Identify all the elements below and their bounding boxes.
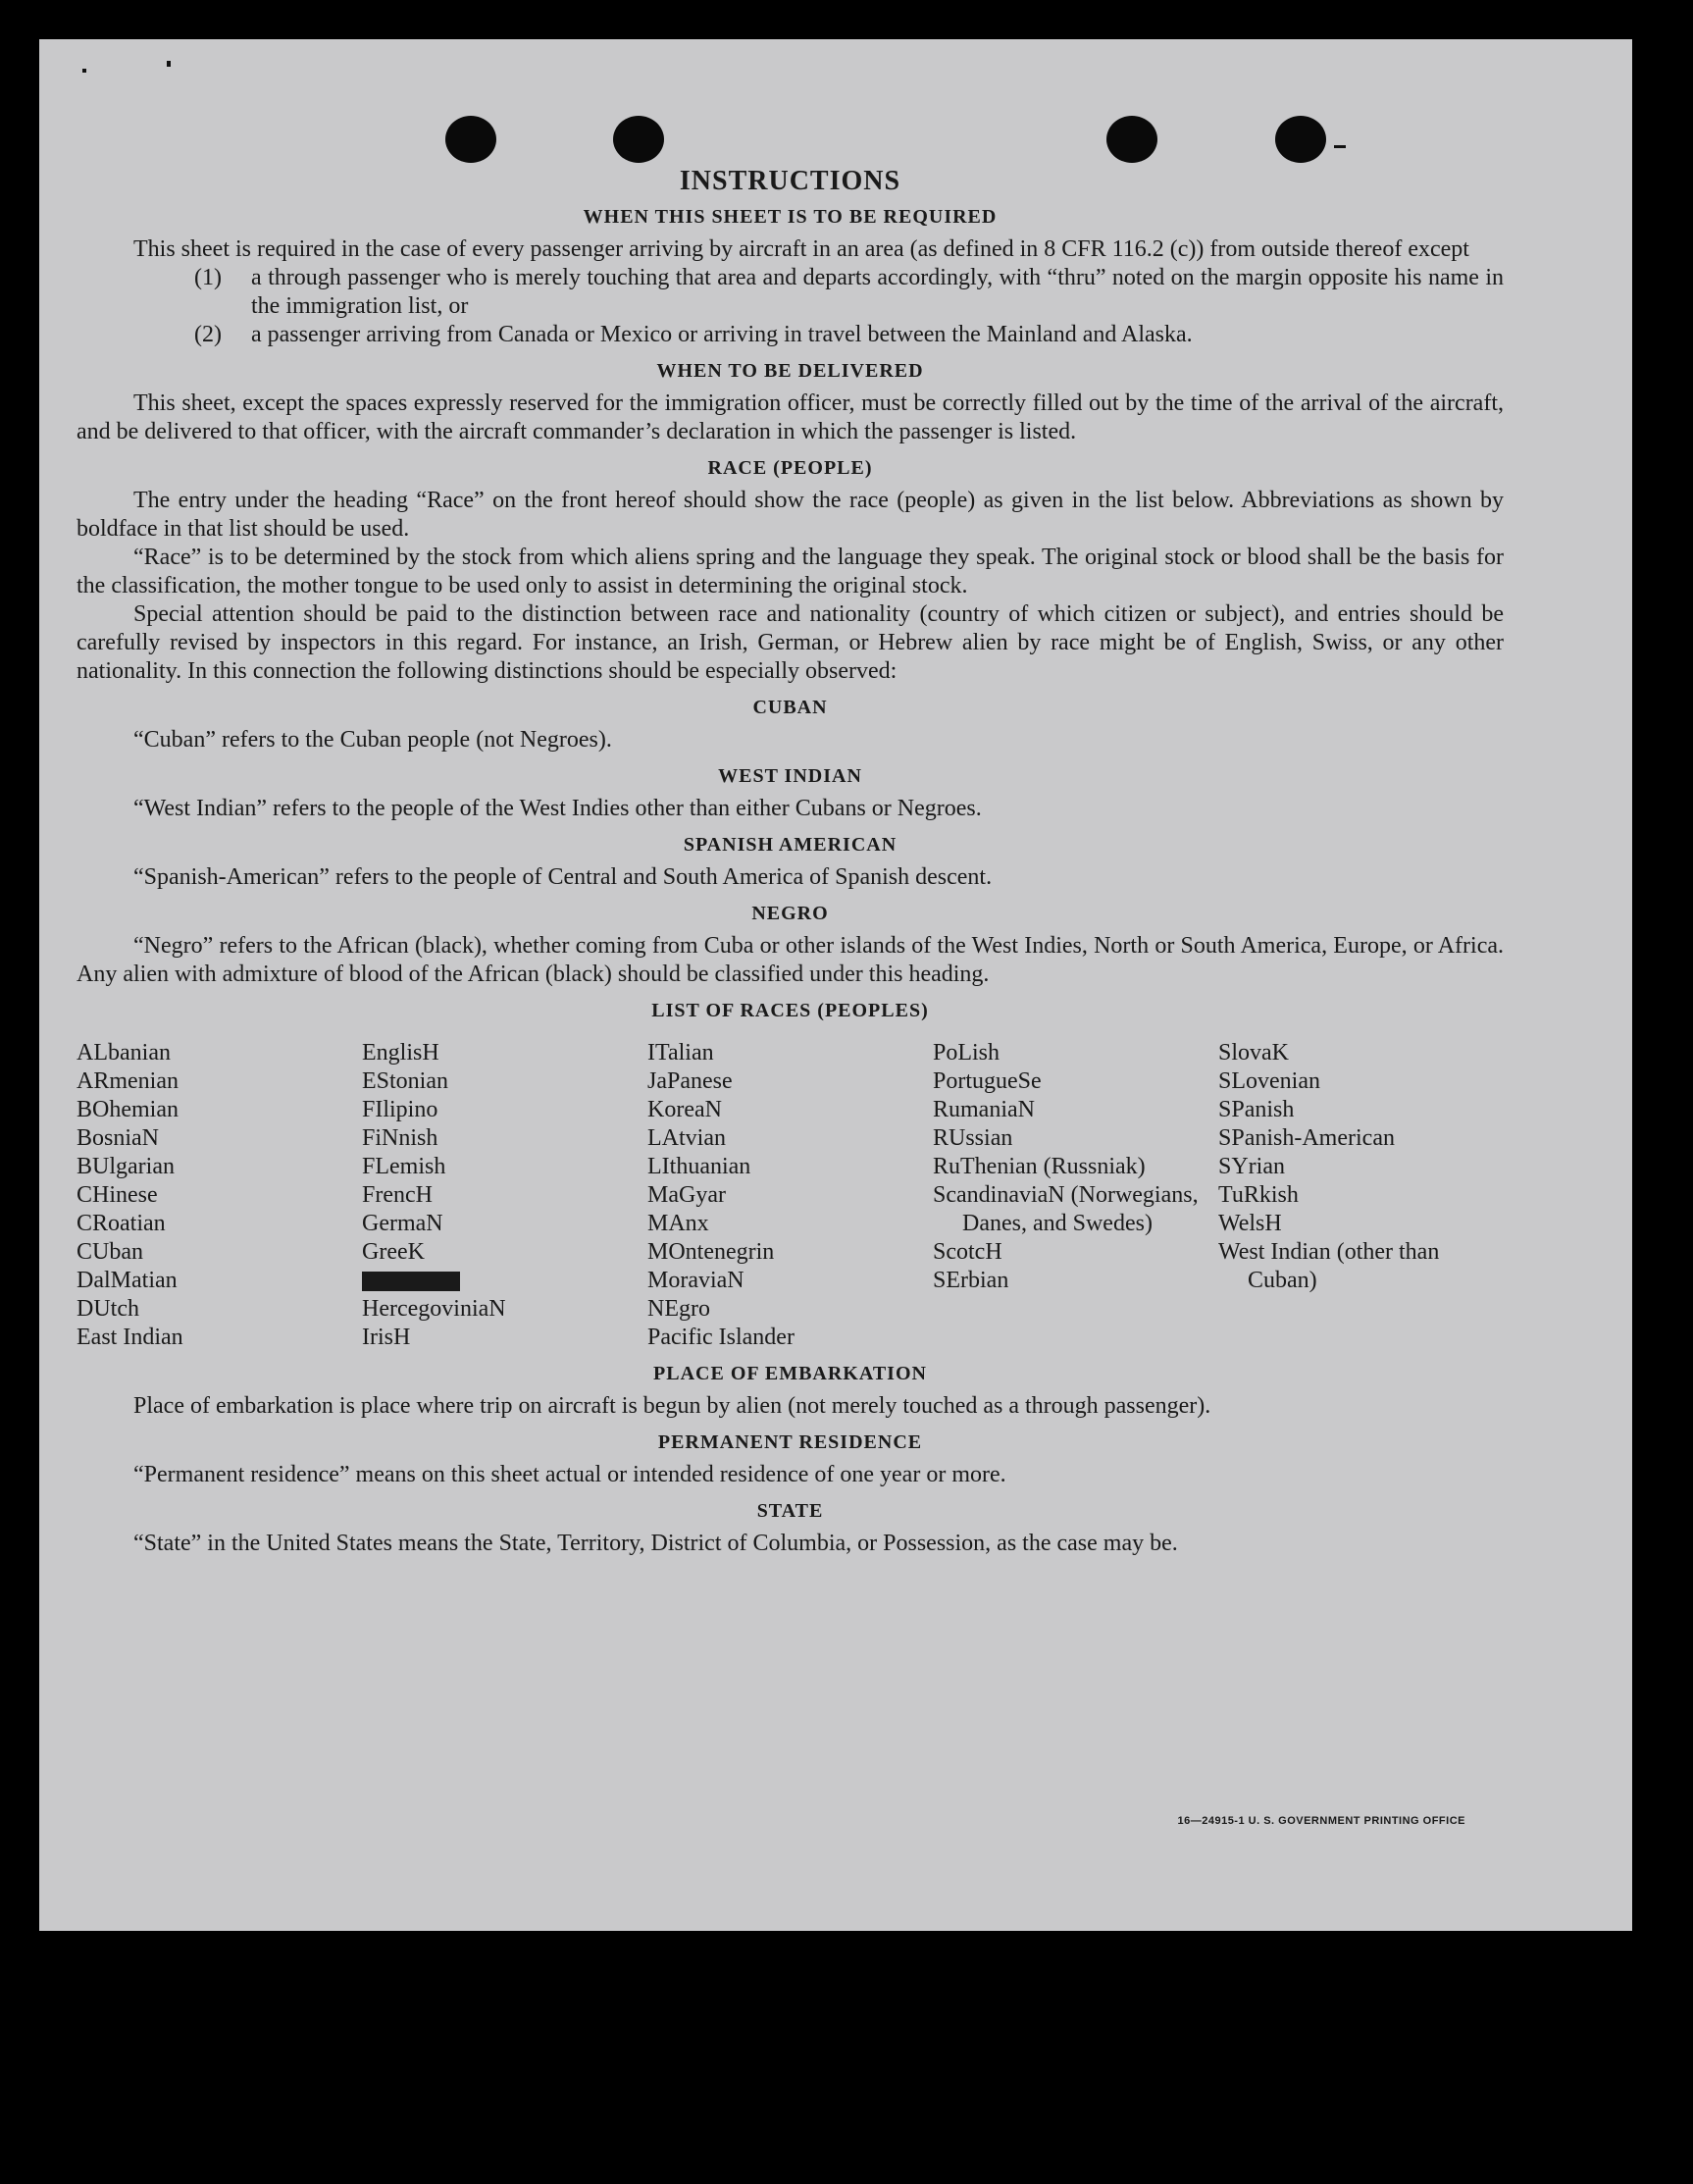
race-entry: FiNnish xyxy=(362,1125,438,1151)
race-column xyxy=(933,1039,1218,1352)
item-number: (1) xyxy=(194,265,222,290)
race-entry: TuRkish xyxy=(1218,1182,1299,1208)
race-entry: MAnx xyxy=(647,1211,709,1236)
race-column xyxy=(362,1039,647,1352)
paragraph: Place of embarkation is place where trip on aircraft is begun by alien (not merely touched as a through passenger). xyxy=(133,1393,1211,1419)
print-code: 16—24915-1 U. S. GOVERNMENT PRINTING OFFICE xyxy=(1177,1815,1465,1827)
ink-speck xyxy=(167,61,171,67)
race-entry: MoraviaN xyxy=(647,1268,744,1293)
punch-hole xyxy=(613,116,664,163)
race-entry: IrisH xyxy=(362,1325,411,1350)
section-heading: LIST OF RACES (PEOPLES) xyxy=(651,1000,929,1021)
race-entry: DUtch xyxy=(77,1296,139,1322)
section-heading: WHEN TO BE DELIVERED xyxy=(656,360,924,382)
page-title: INSTRUCTIONS xyxy=(679,166,901,196)
race-entry: EStonian xyxy=(362,1068,448,1094)
race-entry: HercegoviniaN xyxy=(362,1296,506,1322)
race-entry: ARmenian xyxy=(77,1068,179,1094)
paragraph: This sheet, except the spaces expressly reserved for the immigration officer, must be correctly filled out by the time of the arrival of the aircraft, and be delivered to that officer, with the aircraft commander’s declaration in which the passenger is listed. xyxy=(77,390,1504,444)
race-entry: East Indian xyxy=(77,1325,183,1350)
race-column xyxy=(1218,1039,1504,1352)
section-heading: RACE (PEOPLE) xyxy=(707,457,873,479)
race-entry: CUban xyxy=(77,1239,143,1265)
race-entry: SErbian xyxy=(933,1268,1009,1293)
list-item xyxy=(77,321,1504,349)
section-heading: PLACE OF EMBARKATION xyxy=(653,1363,927,1384)
race-entry: SYrian xyxy=(1218,1154,1285,1179)
race-entry: ScotcH xyxy=(933,1239,1002,1265)
race-entry: West Indian (other than Cuban) xyxy=(1218,1239,1440,1293)
race-entry: JaPanese xyxy=(647,1068,733,1094)
race-entry: LAtvian xyxy=(647,1125,726,1151)
section-heading: STATE xyxy=(756,1500,824,1522)
race-entry: EnglisH xyxy=(362,1040,439,1066)
race-entry: DalMatian xyxy=(77,1268,178,1293)
list-item xyxy=(77,264,1504,321)
race-entry: Pacific Islander xyxy=(647,1325,795,1350)
document-sheet xyxy=(39,39,1632,1931)
item-text: a passenger arriving from Canada or Mexico or arriving in travel between the Mainland and Alaska. xyxy=(251,322,1193,347)
paragraph: “Race” is to be determined by the stock from which aliens spring and the language they speak. The original stock or blood shall be the basis for the classification, the mother tongue to be used only to assist in determining the original stock. xyxy=(77,545,1504,598)
race-entry: PortugueSe xyxy=(933,1068,1042,1094)
race-entry: LIthuanian xyxy=(647,1154,751,1179)
race-entry: CHinese xyxy=(77,1182,158,1208)
paragraph: This sheet is required in the case of every passenger arriving by aircraft in an area (as defined in 8 CFR 116.2 (c)) from outside thereof except xyxy=(133,236,1469,262)
section-heading: SPANISH AMERICAN xyxy=(683,834,898,856)
race-entry: FLemish xyxy=(362,1154,446,1179)
race-column xyxy=(77,1039,362,1352)
paragraph: “Permanent residence” means on this sheet actual or intended residence of one year or more. xyxy=(133,1462,1006,1487)
race-entry: RuThenian (Russniak) xyxy=(933,1154,1146,1179)
race-entry: KoreaN xyxy=(647,1097,722,1122)
race-entry: WelsH xyxy=(1218,1211,1282,1236)
race-entry: RumaniaN xyxy=(933,1097,1035,1122)
race-entry: NEgro xyxy=(647,1296,710,1322)
race-entry: ALbanian xyxy=(77,1040,171,1066)
race-entry: SPanish-American xyxy=(1218,1125,1395,1151)
section-heading: PERMANENT RESIDENCE xyxy=(657,1431,923,1453)
section-heading: CUBAN xyxy=(752,697,828,718)
race-entry: MOntenegrin xyxy=(647,1239,775,1265)
race-entry: SPanish xyxy=(1218,1097,1295,1122)
race-column xyxy=(647,1039,933,1352)
race-entry: RUssian xyxy=(933,1125,1013,1151)
section-heading: WHEN THIS SHEET IS TO BE REQUIRED xyxy=(583,206,998,228)
punch-hole xyxy=(1106,116,1157,163)
race-entry: FIlipino xyxy=(362,1097,438,1122)
race-list xyxy=(77,1039,1504,1352)
section-heading: NEGRO xyxy=(751,903,829,924)
paragraph: “Cuban” refers to the Cuban people (not Negroes). xyxy=(133,727,612,753)
paragraph: The entry under the heading “Race” on the front hereof should show the race (people) as given in the list below. Abbreviations as shown by boldface in that list should be used. xyxy=(77,488,1504,542)
paragraph: “West Indian” refers to the people of the West Indies other than either Cubans or Negroes. xyxy=(133,796,982,821)
race-entry: ITalian xyxy=(647,1040,714,1066)
race-entry: ScandinaviaN (Norwegians, Danes, and Swedes) xyxy=(933,1182,1199,1236)
instructions-body xyxy=(77,167,1504,1558)
paragraph: “Spanish-American” refers to the people of Central and South America of Spanish descent. xyxy=(133,864,993,890)
race-entry: BosniaN xyxy=(77,1125,159,1151)
section-heading: WEST INDIAN xyxy=(718,765,862,787)
ink-speck xyxy=(1334,145,1346,148)
race-entry: BUlgarian xyxy=(77,1154,175,1179)
paragraph: “State” in the United States means the State, Territory, District of Columbia, or Possession, as the case may be. xyxy=(133,1531,1178,1556)
item-text: a through passenger who is merely touching that area and departs accordingly, with “thru” noted on the margin opposite his name in the immigration list, or xyxy=(251,265,1504,319)
race-entry: MaGyar xyxy=(647,1182,726,1208)
paragraph: Special attention should be paid to the distinction between race and nationality (country of which citizen or subject), and entries should be carefully revised by inspectors in this regard. For instance, an Irish, German, or Hebrew alien by race might be of English, Swiss, or any other nationality. In this connection the following distinctions should be especially observed: xyxy=(77,601,1504,684)
race-entry: SlovaK xyxy=(1218,1040,1289,1066)
race-entry: GermaN xyxy=(362,1211,443,1236)
ink-speck xyxy=(82,69,86,73)
item-number: (2) xyxy=(194,322,222,347)
redaction-mark xyxy=(362,1272,460,1291)
race-entry: GreeK xyxy=(362,1239,425,1265)
paragraph: “Negro” refers to the African (black), whether coming from Cuba or other islands of the West Indies, North or South America, Europe, or Africa. Any alien with admixture of blood of the African (black) should be classified under this heading. xyxy=(77,933,1504,987)
race-entry: PoLish xyxy=(933,1040,1000,1066)
race-entry: CRoatian xyxy=(77,1211,166,1236)
punch-hole xyxy=(1275,116,1326,163)
redacted-entry xyxy=(362,1267,647,1295)
race-entry: BOhemian xyxy=(77,1097,179,1122)
race-entry: FrencH xyxy=(362,1182,433,1208)
punch-hole xyxy=(445,116,496,163)
race-entry: SLovenian xyxy=(1218,1068,1320,1094)
